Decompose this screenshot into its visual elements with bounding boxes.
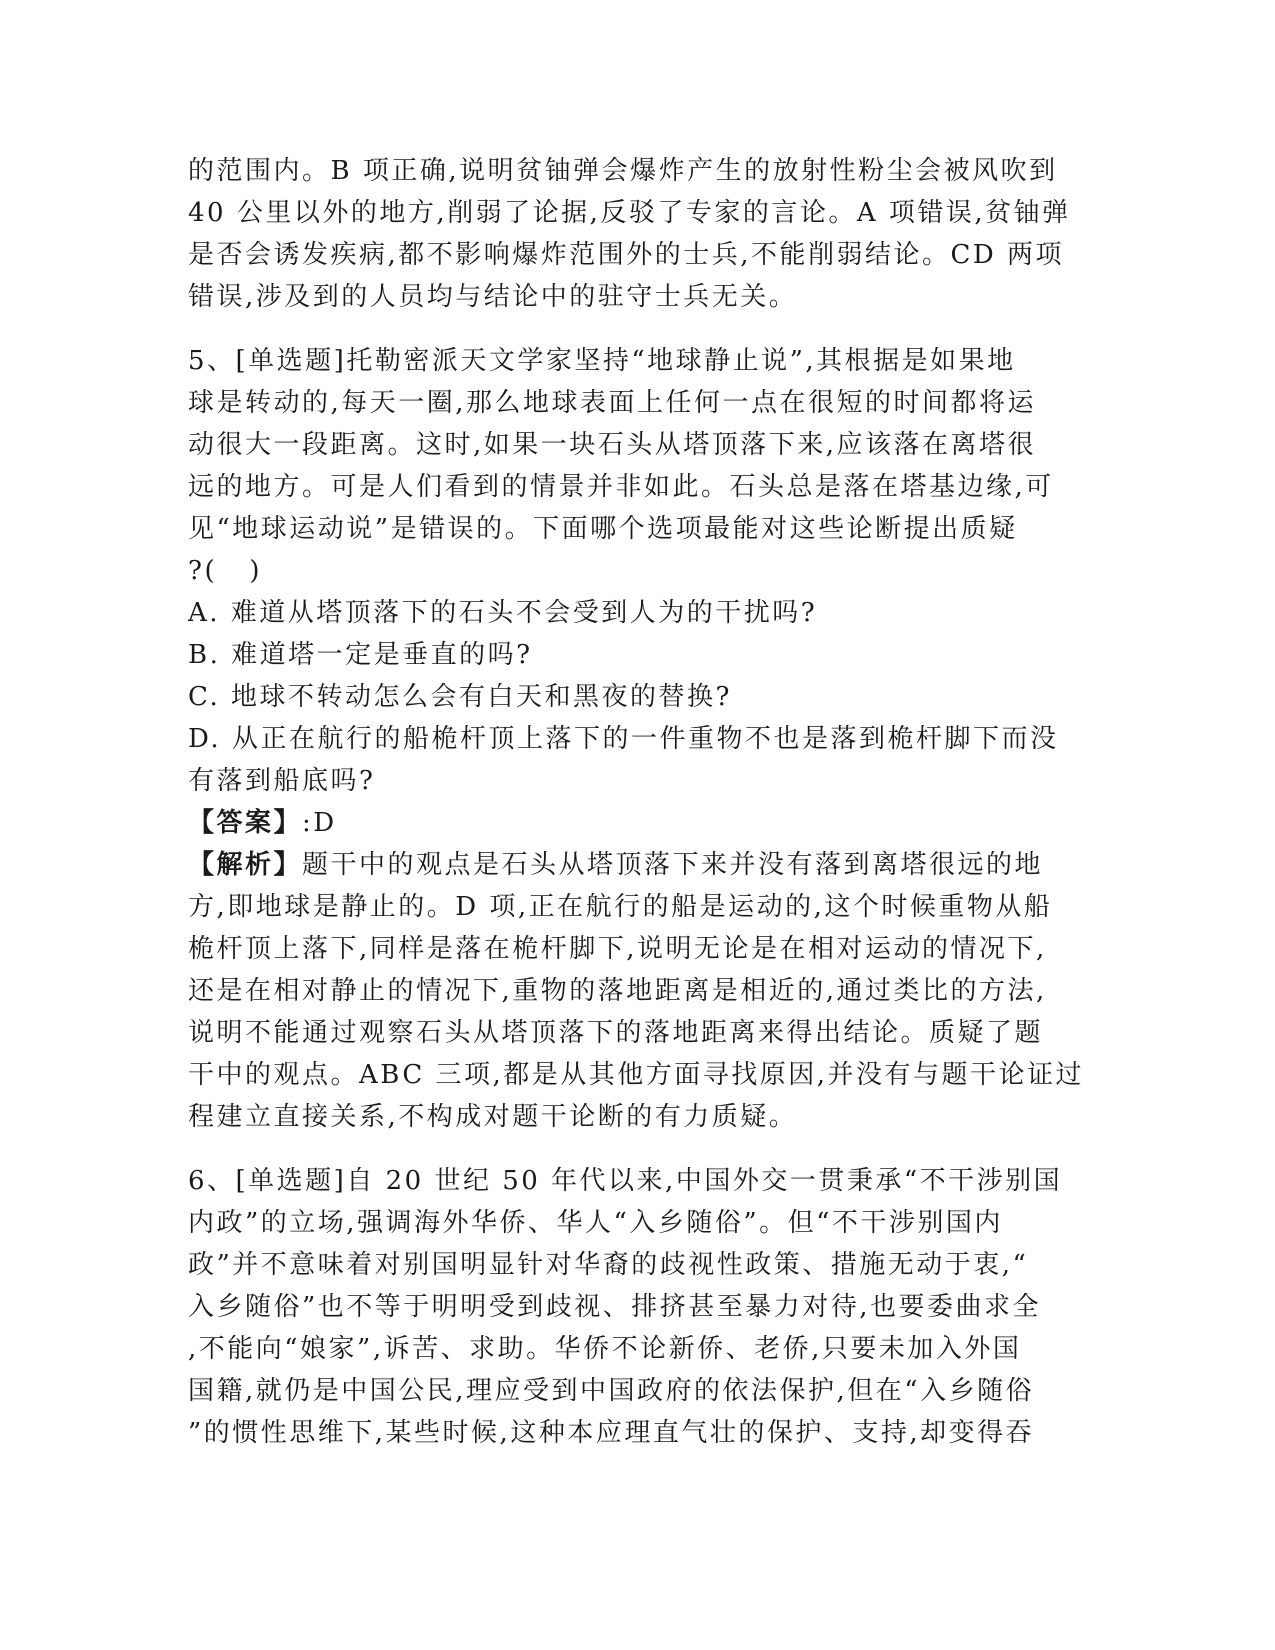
- answer-value: :D: [302, 808, 337, 838]
- stem-line: 入乡随俗”也不等于明明受到歧视、排挤甚至暴力对待,也要委曲求全: [188, 1292, 1042, 1322]
- question-5: [188, 340, 1088, 1138]
- question-5-analysis: [188, 844, 1088, 1138]
- stem-line: 内政”的立场,强调海外华侨、华人“入乡随俗”。但“不干涉别国内: [188, 1208, 1003, 1238]
- stem-line: 5、[单选题]托勒密派天文学家坚持“地球静止说”,其根据是如果地: [188, 346, 1016, 376]
- analysis-line: 干中的观点。ABC 三项,都是从其他方面寻找原因,并没有与题干论证过: [188, 1060, 1085, 1090]
- analysis-line: 方,即地球是静止的。D 项,正在航行的船是运动的,这个时候重物从船: [188, 892, 1053, 922]
- stem-line: 远的地方。可是人们看到的情景并非如此。石头总是落在塔基边缘,可: [188, 472, 1054, 502]
- text-line: 40 公里以外的地方,削弱了论据,反驳了专家的言论。A 项错误,贫铀弹: [188, 198, 1071, 228]
- text-line: 错误,涉及到的人员均与结论中的驻守士兵无关。: [188, 282, 798, 312]
- option-b: B. 难道塔一定是垂直的吗?: [188, 640, 533, 670]
- question-5-options: [188, 592, 1088, 802]
- analysis-first-line: [188, 844, 1088, 886]
- stem-line: 球是转动的,每天一圈,那么地球表面上任何一点在很短的时间都将运: [188, 388, 1037, 418]
- answer-label: 【答案】: [188, 808, 303, 838]
- stem-line: 动很大一段距离。这时,如果一块石头从塔顶落下来,应该落在离塔很: [188, 430, 1037, 460]
- analysis-line: 说明不能通过观察石头从塔顶落下的落地距离来得出结论。质疑了题: [188, 1018, 1044, 1048]
- text-line: 的范围内。B 项正确,说明贫铀弹会爆炸产生的放射性粉尘会被风吹到: [188, 156, 1058, 186]
- analysis-line: 还是在相对静止的情况下,重物的落地距离是相近的,通过类比的方法,: [188, 976, 1047, 1006]
- paragraph-gap: [188, 1138, 1088, 1160]
- stem-line: 国籍,就仍是中国公民,理应受到中国政府的依法保护,但在“入乡随俗: [188, 1376, 1035, 1406]
- question-6: [188, 1160, 1088, 1454]
- answer-line: [188, 802, 1088, 844]
- option-d: D. 从正在航行的船桅杆顶上落下的一件重物不也是落到桅杆脚下而没: [188, 724, 1059, 754]
- page-content: [188, 150, 1088, 1454]
- stem-line: 6、[单选题]自 20 世纪 50 年代以来,中国外交一贯秉承“不干涉别国: [188, 1166, 1063, 1196]
- option-d-continued: 有落到船底吗?: [188, 766, 376, 796]
- analysis-text: 题干中的观点是石头从塔顶落下来并没有落到离塔很远的地: [302, 850, 1044, 880]
- stem-line: ?( ): [188, 556, 263, 586]
- analysis-label: 【解析】: [188, 850, 303, 880]
- analysis-line: 桅杆顶上落下,同样是落在桅杆脚下,说明无论是在相对运动的情况下,: [188, 934, 1047, 964]
- stem-line: ,不能向“娘家”,诉苦、求助。华侨不论新侨、老侨,只要未加入外国: [188, 1334, 1022, 1364]
- question-5-stem: [188, 340, 1088, 592]
- stem-line: 政”并不意味着对别国明显针对华裔的歧视性政策、措施无动于衷,“: [188, 1250, 1029, 1280]
- option-c: C. 地球不转动怎么会有白天和黑夜的替换?: [188, 682, 732, 712]
- analysis-line: 程建立直接关系,不构成对题干论断的有力质疑。: [188, 1102, 798, 1132]
- stem-line: ”的惯性思维下,某些时候,这种本应理直气壮的保护、支持,却变得吞: [188, 1418, 1035, 1448]
- option-a: A. 难道从塔顶落下的石头不会受到人为的干扰吗?: [188, 598, 818, 628]
- text-line: 是否会诱发疾病,都不影响爆炸范围外的士兵,不能削弱结论。CD 两项: [188, 240, 1065, 270]
- previous-explanation: [188, 150, 1088, 318]
- paragraph-gap: [188, 318, 1088, 340]
- stem-line: 见“地球运动说”是错误的。下面哪个选项最能对这些论断提出质疑: [188, 514, 1018, 544]
